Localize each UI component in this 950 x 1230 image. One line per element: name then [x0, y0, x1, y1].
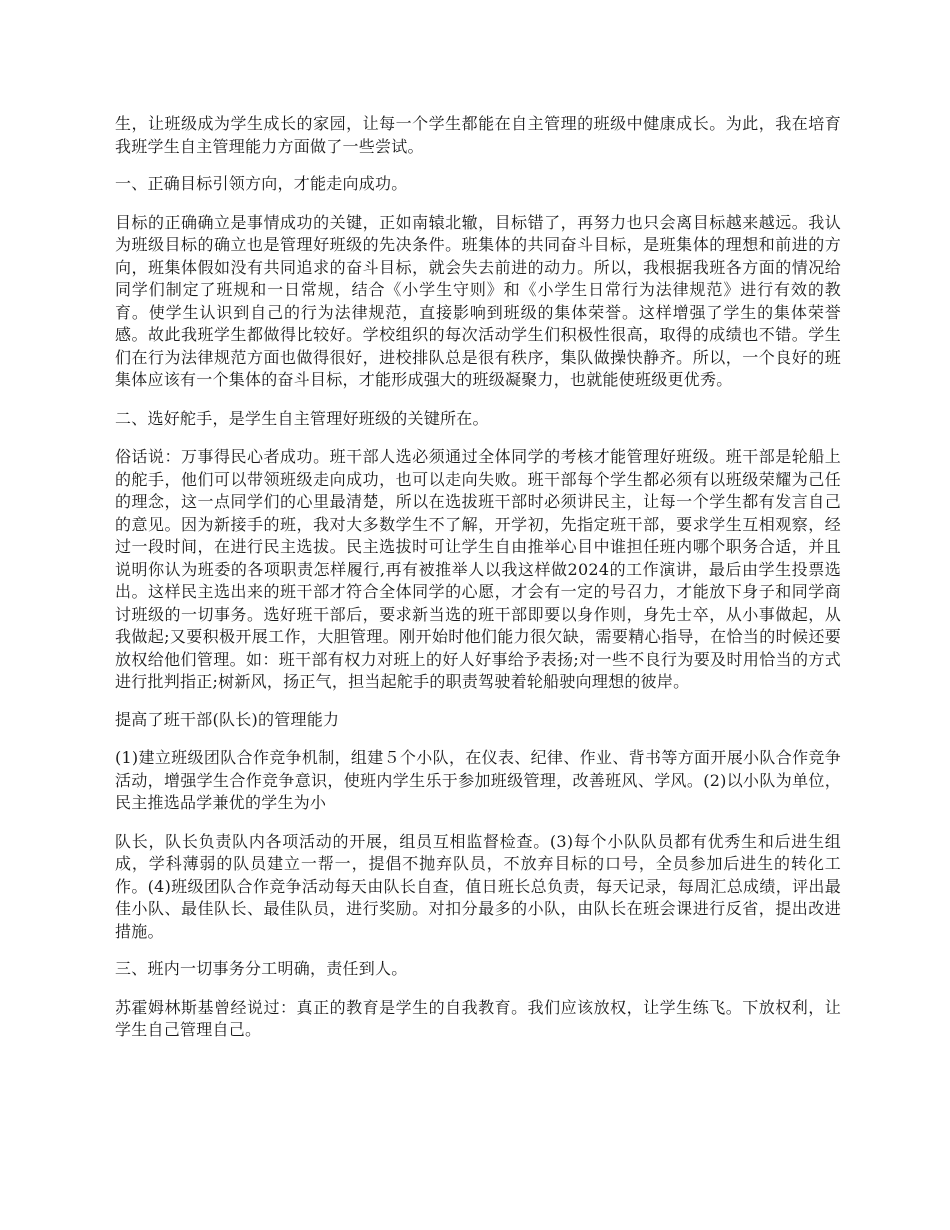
section-heading-3: 三、班内一切事务分工明确，责任到人。 — [115, 959, 408, 978]
paragraph-class-leaders: 俗话说：万事得民心者成功。班干部人选必须通过全体同学的考核才能管理好班级。班干部是轮船上的舵手，他们可以带领班级走向成功，也可以走向失败。班干部每个学生都必须有以班级荣耀为己任的理念，这一点同学们的心里最清楚，所以在选拔班干部时必须讲民主，让每一个学生都有发言自己的意见。因为新接手的班，我对大多数学生不了解，开学初，先指定班干部，要求学生互相观察，经过一段时间，在进行民主选拔。民主选拔时可让学生自由推举心目中谁担任班内哪个职务合适，并且说明你认为班委的各项职责怎样履行,再有被推举人以我这样做2024的工作演讲，最后由学生投票选出。这样民主选出来的班干部才符合全体同学的心愿，才会有一定的号召力，才能放下身子和同学商讨班级的一切事务。选好班干部后，要求新当选的班干部即要以身作则，身先士卒，从小事做起，从我做起;又要积极开展工作，大胆管理。刚开始时他们能力很欠缺，需要精心指导，在恰当的时候还要放权给他们管理。如：班干部有权力对班上的好人好事给予表扬;对一些不良行为要及时用恰当的方式进行批判指正;树新风，扬正气，担当起舵手的职责驾驶着轮船驶向理想的彼岸。 — [115, 447, 841, 691]
paragraph-team-mechanism: (1)建立班级团队合作竞争机制，组建５个小队，在仪表、纪律、作业、背书等方面开展小队合作竞争活动，增强学生合作竞争意识，使班内学生乐于参加班级管理，改善班风、学风。(2)以小队为单位，民主推选品学兼优的学生为小 — [115, 748, 841, 812]
paragraph-self-education: 苏霍姆林斯基曾经说过：真正的教育是学生的自我教育。我们应该放权，让学生练飞。下放权利，让学生自己管理自己。 — [115, 997, 841, 1039]
subheading-leader-ability: 提高了班干部(队长)的管理能力 — [115, 709, 340, 729]
section-heading-2: 二、选好舵手，是学生自主管理好班级的关键所在。 — [115, 408, 489, 428]
document-body — [115, 113, 841, 1042]
paragraph-intro-continuation: 生，让班级成为学生成长的家园，让每一个学生都能在自主管理的班级中健康成长。为此，我在培育我班学生自主管理能力方面做了一些尝试。 — [115, 114, 841, 156]
paragraph-goals: 目标的正确确立是事情成功的关键，正如南辕北辙，目标错了，再努力也只会离目标越来越远。我认为班级目标的确立也是管理好班级的先决条件。班集体的共同奋斗目标，是班集体的理想和前进的方向，班集体假如没有共同追求的奋斗目标，就会失去前进的动力。所以，我根据我班各方面的情况给同学们制定了班规和一日常规，结合《小学生守则》和《小学生日常行为法律规范》进行有效的教育。使学生认识到自己的行为法律规范，直接影响到班级的集体荣誉。这样增强了学生的集体荣誉感。故此我班学生都做得比较好。学校组织的每次活动学生们积极性很高，取得的成绩也不错。学生们在行为法律规范方面也做得很好，进校排队总是很有秩序，集队做操快静齐。所以，一个良好的班集体应该有一个集体的奋斗目标，才能形成强大的班级凝聚力，也就能使班级更优秀。 — [115, 212, 841, 389]
section-heading-1: 一、正确目标引领方向，才能走向成功。 — [115, 174, 408, 193]
paragraph-team-leaders: 队长，队长负责队内各项活动的开展，组员互相监督检查。(3)每个小队队员都有优秀生和后进生组成，学科薄弱的队员建立一帮一，提倡不抛弃队员，不放弃目标的口号，全员参加后进生的转化工作。(4)班级团队合作竞争活动每天由队长自查，值日班长总负责，每天记录，每周汇总成绩，评出最佳小队、最佳队长、最佳队员，进行奖励。对扣分最多的小队，由队长在班会课进行反省，提出改进措施。 — [115, 831, 841, 941]
